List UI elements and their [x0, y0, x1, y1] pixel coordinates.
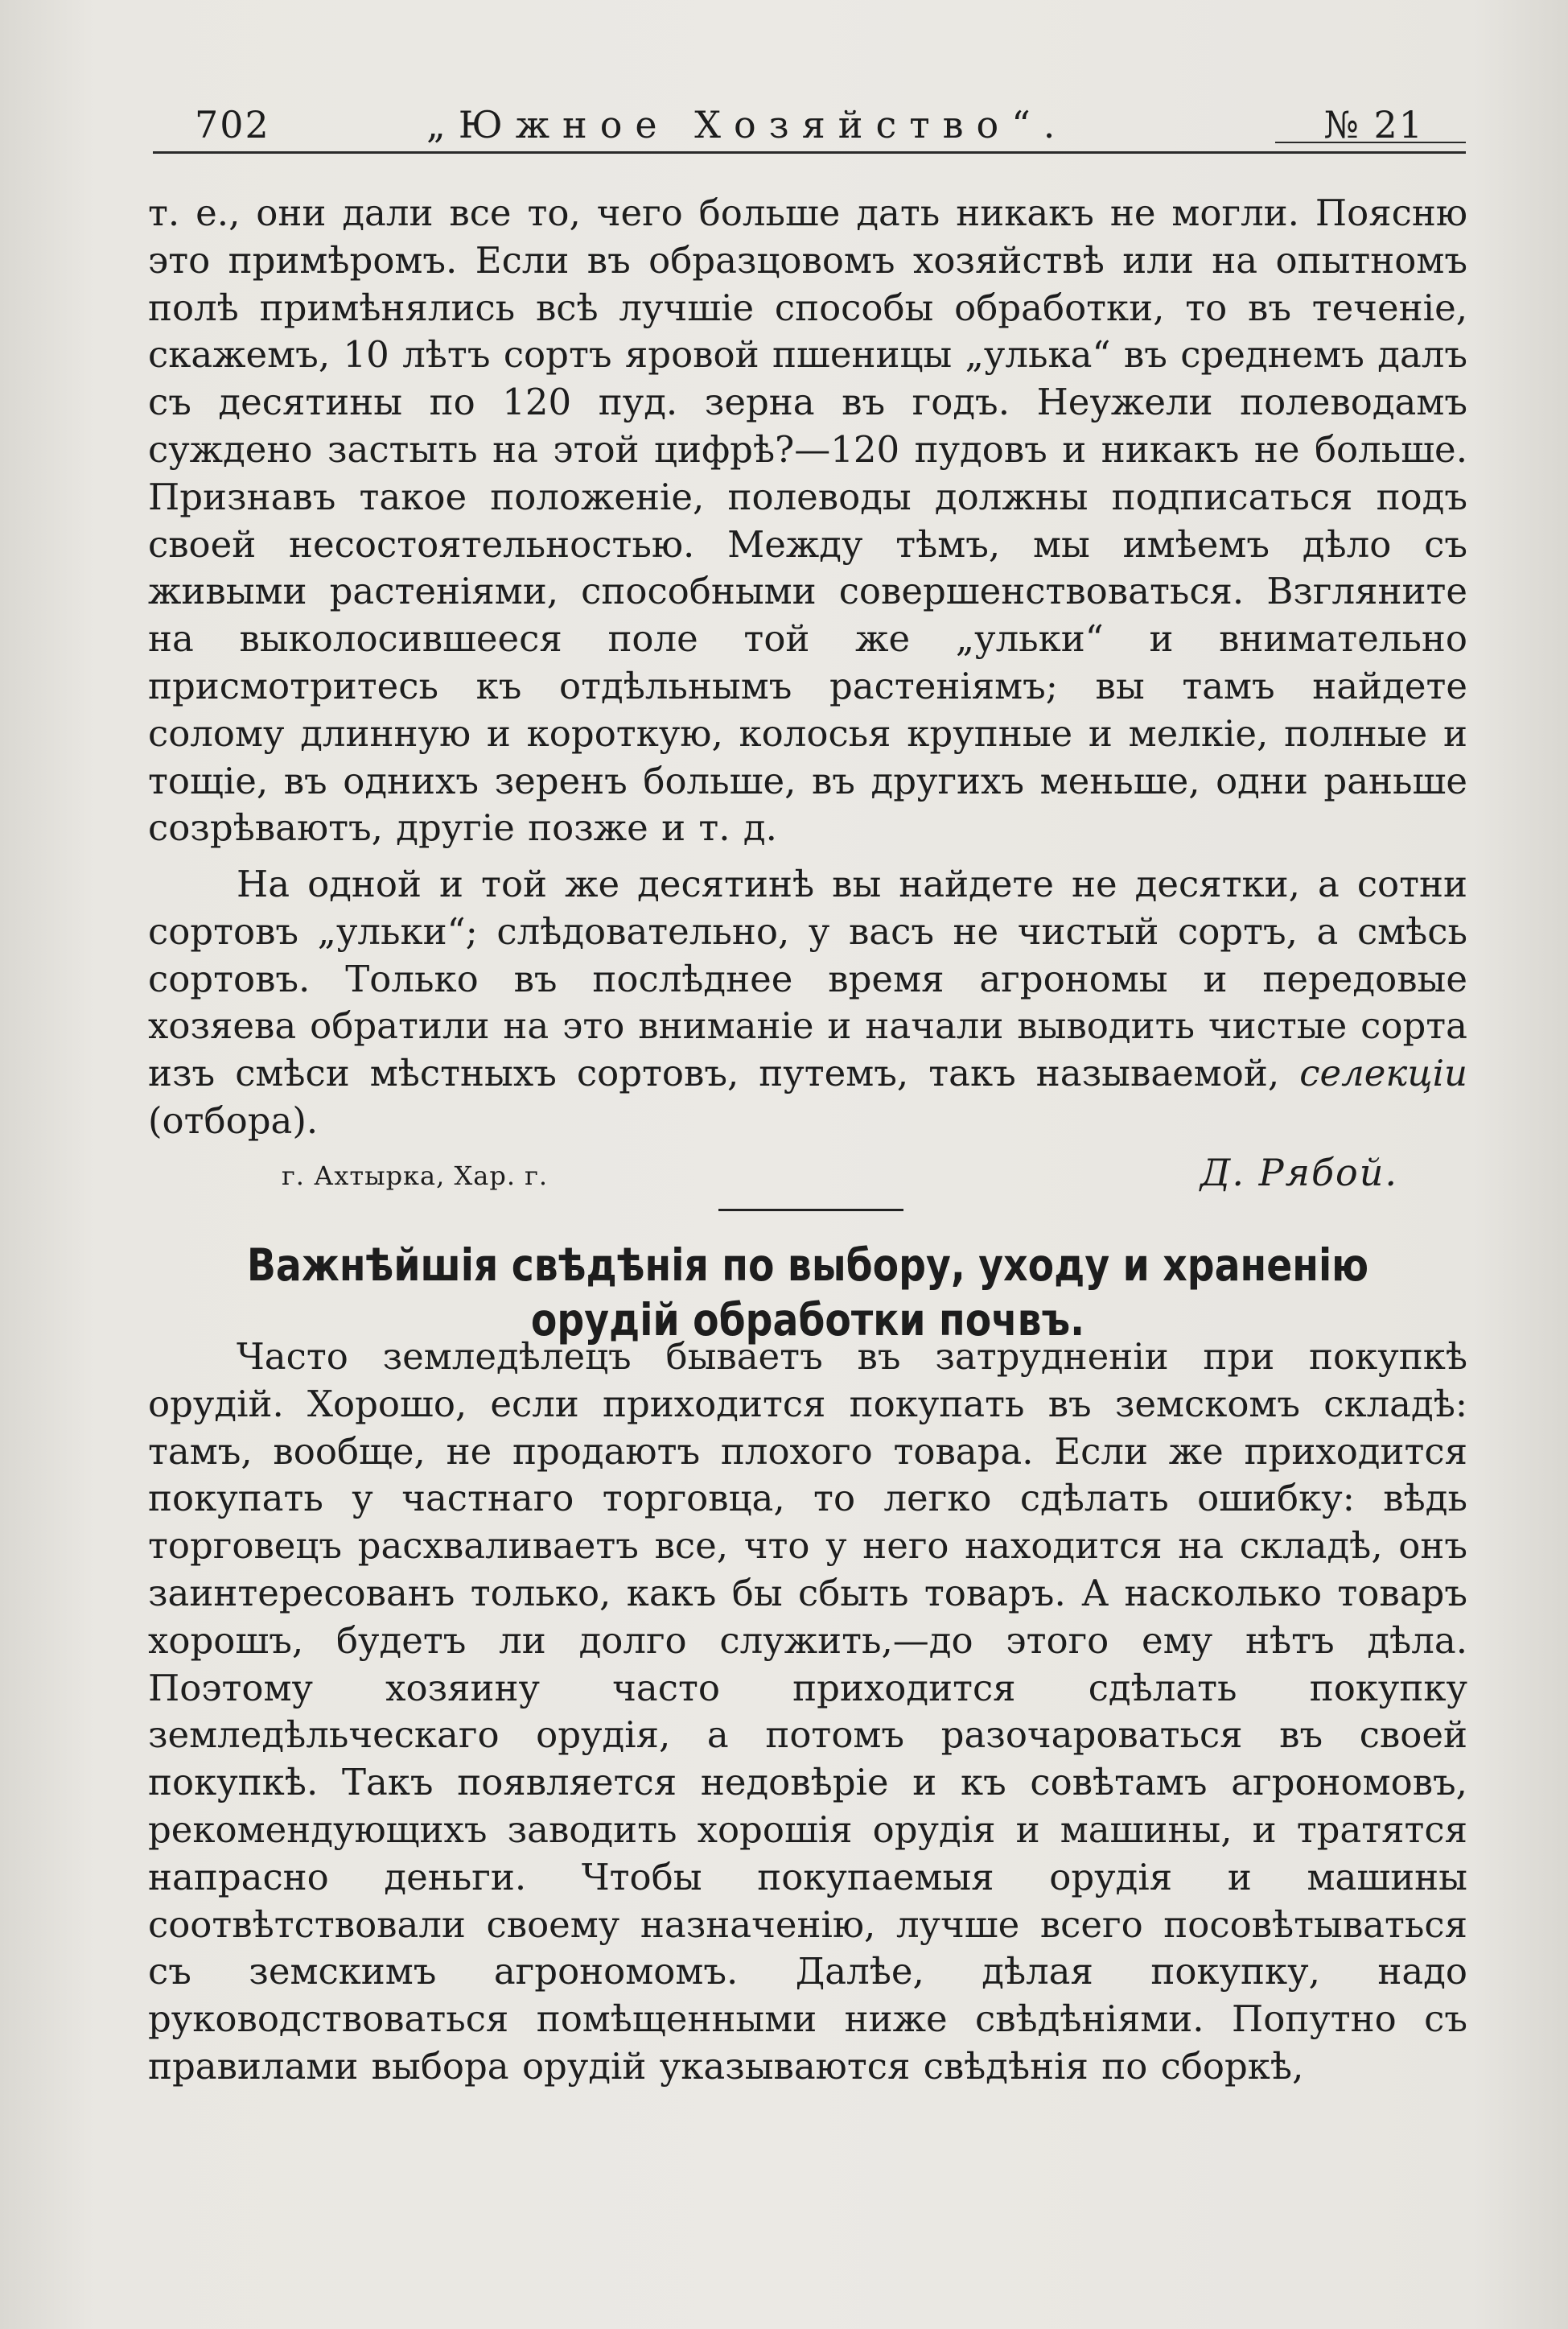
article1-paragraph2-end: (отбора).: [148, 1099, 319, 1142]
article1-paragraph1: т. е., они дали все то, чего больше дать никакъ не могли. Поясню это примѣромъ. Если въ образцовомъ хозяйствѣ или на опытномъ полѣ примѣнялись всѣ лучшіе способы обработки, то въ теченіе, скажемъ, 10 лѣтъ сортъ яровой пшеницы „улька“ въ среднемъ далъ съ десятины по 120 пуд. зерна въ годъ. Неужели полеводамъ суждено застыть на этой цифрѣ?—120 пудовъ и никакъ не больше. Признавъ такое положеніе, полеводы должны подписаться подъ своей несостоятельностью. Между тѣмъ, мы имѣемъ дѣло съ живыми растеніями, способными совершенствоваться. Взгляните на выколосившееся поле той же „ульки“ и внимательно присмотритесь къ отдѣльнымъ растеніямъ; вы тамъ найдете солому длинную и короткую, колосья крупные и мелкіе, полные и тощіе, въ однихъ зеренъ больше, въ другихъ меньше, одни раньше созрѣваютъ, другіе позже и т. д.: [148, 192, 1467, 850]
article1-paragraph2: [148, 861, 1467, 1145]
article2-title: [241, 1238, 1375, 1347]
article2-title-line2: орудій обработки почвъ.: [530, 1294, 1085, 1346]
journal-title: „Южное Хозяйство“.: [426, 103, 1068, 146]
article-divider: [718, 1209, 903, 1211]
article1-paragraph2-emphasis: селекціи: [1299, 1052, 1468, 1095]
header-rule: [153, 151, 1466, 154]
signature-author: Д. Рябой.: [1200, 1151, 1398, 1194]
issue-number: № 21: [1323, 103, 1424, 146]
header-rule-short: [1275, 142, 1466, 143]
article2-title-line1: Важнѣйшія свѣдѣнія по выбору, уходу и храненію: [246, 1239, 1369, 1291]
article1-paragraph2-text: На одной и той же десятинѣ вы найдете не десятки, а сотни сортовъ „ульки“; слѣдовательно, у васъ не чистый сортъ, а смѣсь сортовъ. Только въ послѣднее время агрономы и передовые хозяева обратили на это вниманіе и начали выводить чистые сорта изъ смѣси мѣстныхъ сортовъ, путемъ, такъ называемой,: [148, 863, 1467, 1095]
signature-place: г. Ахтырка, Хар. г.: [282, 1160, 549, 1191]
article2-paragraph1: Часто земледѣлецъ бываетъ въ затрудненіи при покупкѣ орудій. Хорошо, если приходится покупать въ земскомъ складѣ: тамъ, вообще, не продаютъ плохого товара. Если же приходится покупать у частнаго торговца, то легко сдѣлать ошибку: вѣдь торговецъ расхваливаетъ все, что у него находится на складѣ, онъ заинтересованъ только, какъ бы сбыть товаръ. А насколько товаръ хорошъ, будетъ ли долго служить,—до этого ему нѣтъ дѣла. Поэтому хозяину часто приходится сдѣлать покупку земледѣльческаго орудія, а потомъ разочароваться въ своей покупкѣ. Такъ появляется недовѣріе и къ совѣтамъ агрономовъ, рекомендующихъ заводить хорошія орудія и машины, и тратятся напрасно деньги. Чтобы покупаемыя орудія и машины соотвѣтствовали своему назначенію, лучше всего посовѣтываться съ земскимъ агрономомъ. Далѣе, дѣлая покупку, надо руководствоваться помѣщенными ниже свѣдѣніями. Попутно съ правилами выбора орудій указываются свѣдѣнія по сборкѣ,: [148, 1335, 1467, 2088]
article1-signature: [148, 1151, 1467, 1199]
page-number: 702: [195, 103, 270, 146]
